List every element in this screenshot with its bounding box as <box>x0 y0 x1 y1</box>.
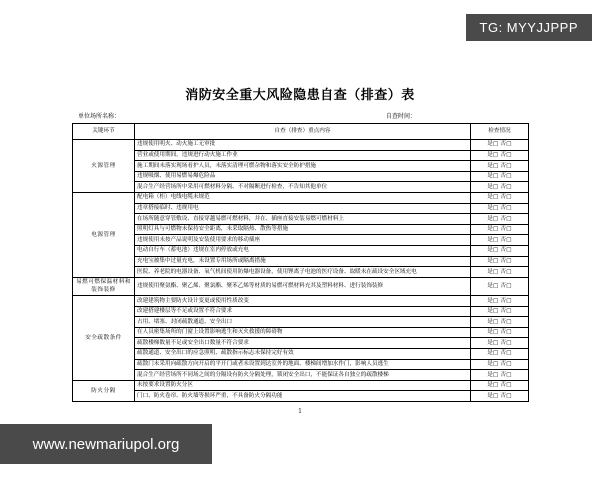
table-row <box>73 150 529 161</box>
checklist-item-cell: 在人员密集场所的门窗上设置影响逃生和灭火救援的障碍物 <box>135 327 471 338</box>
category-cell: 防火分隔 <box>73 380 135 401</box>
check-result-cell[interactable]: 是□ 否□ <box>471 370 529 381</box>
unit-name-field-label: 单位场所名称： <box>78 113 121 120</box>
page-number: 1 <box>298 407 302 415</box>
table-row <box>73 338 529 349</box>
check-result-cell[interactable]: 是□ 否□ <box>471 161 529 172</box>
check-result-cell[interactable]: 是□ 否□ <box>471 391 529 402</box>
checklist-item-cell: 违规吸烟、使用易燃易爆危险品 <box>135 171 471 182</box>
category-cell: 电源管理 <box>73 192 135 277</box>
checklist-item-cell: 医院、养老院的电器设备、氧气机间使用防爆电器设备，使用锂离子电池的医疗设备、取暖未在疏设安全区域充电 <box>135 267 471 278</box>
table-row <box>73 277 529 295</box>
inspection-date-field-label: 自查时间： <box>385 113 416 120</box>
check-result-cell[interactable]: 是□ 否□ <box>471 192 529 203</box>
check-result-cell[interactable]: 是□ 否□ <box>471 359 529 370</box>
table-row <box>73 203 529 214</box>
table-row <box>73 224 529 235</box>
check-result-cell[interactable]: 是□ 否□ <box>471 338 529 349</box>
table-header-row <box>73 124 529 140</box>
checklist-item-cell: 混合生产经营场所中采用可燃材料分隔、不对隔断进行检查，不告知其他单位 <box>135 182 471 193</box>
table-row <box>73 370 529 381</box>
check-result-cell[interactable]: 是□ 否□ <box>471 267 529 278</box>
table-row <box>73 161 529 172</box>
checklist-item-cell: 占用、堵塞、封闭疏散通道、安全出口 <box>135 317 471 328</box>
column-header-content: 自查（排查）重点内容 <box>135 124 471 140</box>
checklist-table <box>72 123 529 402</box>
table-row <box>73 380 529 391</box>
checklist-item-cell: 改建建筑物主要防火设计变更或使用性质改变 <box>135 296 471 307</box>
table-row <box>73 349 529 360</box>
check-result-cell[interactable]: 是□ 否□ <box>471 182 529 193</box>
checklist-item-cell: 疏散通道、安全出口的应急照明、疏散指示标志未保持完好有效 <box>135 349 471 360</box>
check-result-cell[interactable]: 是□ 否□ <box>471 296 529 307</box>
checklist-item-cell: 混合生产经营场所不同场之间的分隔设有防火分隔处理，锁闭安全出口，不能保证各自独立的疏散楼梯 <box>135 370 471 381</box>
check-result-cell[interactable]: 是□ 否□ <box>471 203 529 214</box>
check-result-cell[interactable]: 是□ 否□ <box>471 150 529 161</box>
table-row <box>73 192 529 203</box>
check-result-cell[interactable]: 是□ 否□ <box>471 317 529 328</box>
check-result-cell[interactable]: 是□ 否□ <box>471 277 529 295</box>
check-result-cell[interactable]: 是□ 否□ <box>471 256 529 267</box>
form-document <box>72 84 528 415</box>
column-header-category: 关键环节 <box>73 124 135 140</box>
table-row <box>73 235 529 246</box>
check-result-cell[interactable]: 是□ 否□ <box>471 245 529 256</box>
site-watermark: www.newmariupol.org <box>0 424 212 464</box>
page-title: 消防安全重大风险隐患自查（排查）表 <box>185 88 415 103</box>
checklist-item-cell: 疏散楼梯数量不足或安全出口数量不符合要求 <box>135 338 471 349</box>
checklist-item-cell: 疏散门未采用向疏散方向开启的平开门或者未设置到达室外的地面、楼梯间增加水作门，影响人员逃生 <box>135 359 471 370</box>
table-row <box>73 171 529 182</box>
checklist-item-cell: 违章搭接临时、违规用电 <box>135 203 471 214</box>
check-result-cell[interactable]: 是□ 否□ <box>471 380 529 391</box>
checklist-item-cell: 违规使用明火、动火施工无审批 <box>135 140 471 151</box>
checklist-item-cell: 施工期间未落实现场看护人员，未落实清理可燃杂物和落实安全防护措施 <box>135 161 471 172</box>
check-result-cell[interactable]: 是□ 否□ <box>471 224 529 235</box>
tg-channel-badge: TG: MYYJJPPP <box>466 14 592 41</box>
checklist-item-cell: 营业或使用期间，违规进行动火施工作业 <box>135 150 471 161</box>
table-body <box>73 140 529 402</box>
table-row <box>73 182 529 193</box>
checklist-item-cell: 违规使用未按产品说明及安装使用要求的移动插座 <box>135 235 471 246</box>
checklist-item-cell: 配电箱（柜）电线电缆未规范 <box>135 192 471 203</box>
checklist-item-cell: 未按要求设置防火分区 <box>135 380 471 391</box>
table-row <box>73 214 529 225</box>
table-row <box>73 327 529 338</box>
table-row <box>73 245 529 256</box>
table-row <box>73 359 529 370</box>
checklist-item-cell: 在场所随意穿管敷设、直接穿越易燃可燃材料，并在、插座直接安装易燃可燃材料上 <box>135 214 471 225</box>
checklist-item-cell: 照明灯具与可燃物未保持安全距离，未采取隔热、散热等措施 <box>135 224 471 235</box>
check-result-cell[interactable]: 是□ 否□ <box>471 140 529 151</box>
check-result-cell[interactable]: 是□ 否□ <box>471 327 529 338</box>
table-row <box>73 296 529 307</box>
column-header-result: 检查情况 <box>471 124 529 140</box>
check-result-cell[interactable]: 是□ 否□ <box>471 349 529 360</box>
checklist-item-cell: 电动自行车（蓄电池）违规在室内停放或充电 <box>135 245 471 256</box>
checklist-item-cell: 门口、防火卷帘、防火墙等损坏严重，不具备防火分隔功能 <box>135 391 471 402</box>
table-row <box>73 267 529 278</box>
table-row <box>73 391 529 402</box>
checklist-item-cell: 违规使用聚氨酯、聚乙烯、聚氯酯、聚苯乙烯等材质的易燃可燃材料充其及塑料材料、进行装饰装修 <box>135 277 471 295</box>
table-row <box>73 306 529 317</box>
check-result-cell[interactable]: 是□ 否□ <box>471 171 529 182</box>
category-cell: 安全疏散条件 <box>73 296 135 381</box>
table-row <box>73 140 529 151</box>
check-result-cell[interactable]: 是□ 否□ <box>471 235 529 246</box>
checklist-item-cell: 充电宝被集中过量充电，未设置专用场所或隔离措施 <box>135 256 471 267</box>
category-cell: 火源管理 <box>73 140 135 193</box>
table-row <box>73 317 529 328</box>
meta-row <box>72 111 528 120</box>
check-result-cell[interactable]: 是□ 否□ <box>471 306 529 317</box>
category-cell: 易燃可燃保温材料和装饰装修 <box>73 277 135 295</box>
checklist-item-cell: 改建搭建楼层等不足或设置不符合要求 <box>135 306 471 317</box>
table-row <box>73 256 529 267</box>
check-result-cell[interactable]: 是□ 否□ <box>471 214 529 225</box>
